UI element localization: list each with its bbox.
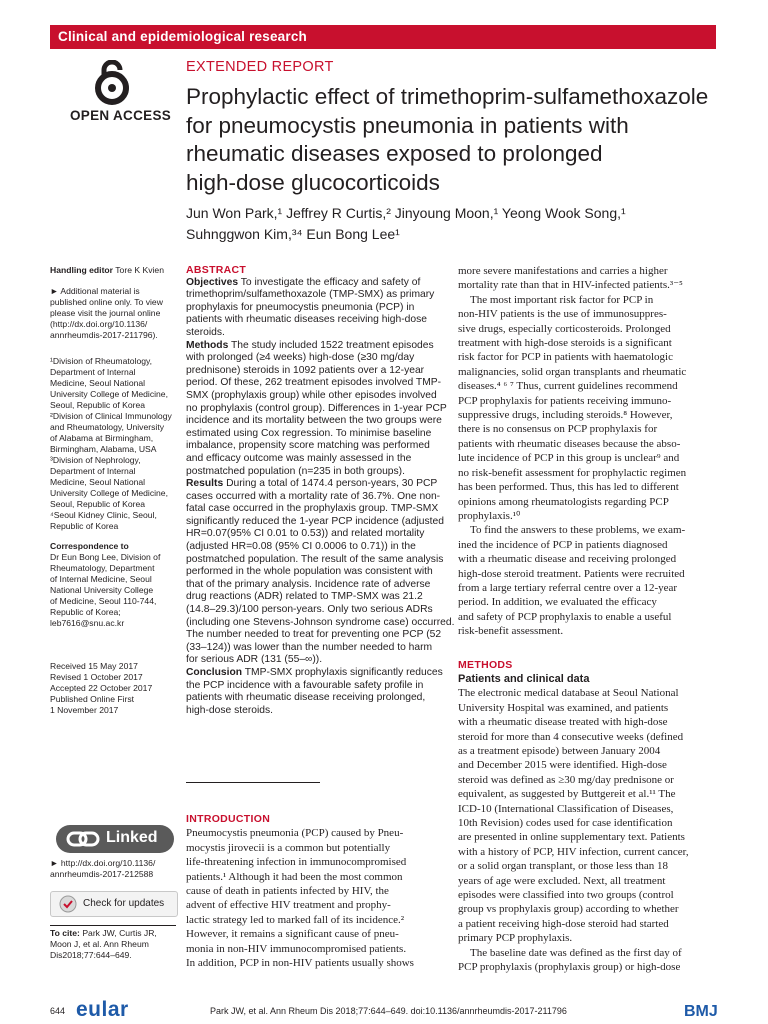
open-access-lock-icon — [86, 60, 138, 106]
author-line: Suhnggwon Kim,³⁴ Eun Bong Lee¹ — [186, 225, 400, 242]
body-line: has been performed. Thus, this has led to different — [458, 481, 679, 494]
body-line: steroid was defined as ≥30 mg/day prednisone or — [458, 773, 674, 786]
title-line: Prophylactic effect of trimethoprim-sulfamethoxazole — [186, 84, 709, 109]
to-cite-line: 2018;77:644–649. — [62, 950, 132, 960]
introduction-line: lactic strategy led to marked fall of its incidence.² — [186, 913, 405, 926]
additional-material-line: please visit the journal online — [50, 308, 161, 318]
abstract-line: Objectives To investigate the efficacy and safety of — [186, 276, 421, 288]
title-line: rheumatic diseases exposed to prolonged — [186, 141, 603, 166]
body-line: years of age were excluded. Next, all treatment — [458, 874, 666, 887]
title-line: high-dose glucocorticoids — [186, 169, 440, 195]
body-line: patients with rheumatic diseases because the abso- — [458, 437, 681, 450]
body-line: episodes were classified into two groups (control — [458, 889, 674, 902]
affiliation-line: and Rheumatology, University — [50, 422, 165, 432]
body-line: opinions among rheumatologists regarding PCP — [458, 495, 669, 508]
body-line: primary PCP prophylaxis. — [458, 932, 573, 945]
handling-editor — [50, 265, 176, 276]
body-line: there is no consensus on PCP prophylaxis for — [458, 423, 658, 436]
abstract-line: that of the primary analysis. Incidence rate of adverse — [186, 578, 431, 590]
abstract-line: and efficacy outcome was mainly assessed in the — [186, 452, 412, 464]
body-line: The electronic medical database at Seoul National — [458, 687, 679, 700]
affiliation-line: Department of Internal — [50, 466, 136, 476]
author-line: Jun Won Park,¹ Jeffrey R Curtis,² Jinyoung Moon,¹ Yeong Wook Song,¹ — [186, 205, 626, 221]
to-cite-line: Moon J, et al. Ann Rheum Dis — [50, 939, 149, 960]
page-number: 644 — [50, 1006, 66, 1016]
body-line: with a history of PCP, HIV infection, current cancer, — [458, 845, 689, 858]
affiliation-line: University College of Medicine, — [50, 488, 168, 498]
correspondence-line: Republic of Korea; — [50, 607, 121, 617]
date-line: Received 15 May 2017 — [50, 661, 138, 671]
abstract-line: postmatched population (n=235 in both groups). — [186, 465, 405, 477]
body-line: prophylaxis.¹⁰ — [458, 509, 521, 522]
abstract-line: Conclusion TMP-SMX prophylaxis significantly reduces — [186, 667, 443, 678]
body-line: are presented in online supplementary text. Patients — [458, 831, 685, 844]
crossmark-icon — [59, 895, 77, 913]
to-cite-line: Park JW, Curtis JR, — [82, 928, 157, 938]
body-line: from a large tertiary referral centre over a 12-year — [458, 581, 678, 594]
linked-doi-line: ► http://dx.doi.org/10.1136/ — [50, 858, 156, 868]
abstract-line: The number needed to treat for preventing one PCP (52 — [186, 629, 442, 641]
open-access-label: OPEN ACCESS — [70, 108, 172, 123]
introduction-heading: INTRODUCTION — [186, 813, 271, 825]
body-line: with a rheumatic disease treated with high-dose — [458, 716, 668, 729]
abstract-line: period. Of these, 262 treatment episodes involved TMP- — [186, 377, 442, 389]
abstract-heading: ABSTRACT — [186, 264, 247, 276]
abstract-line: significantly reduced the 1-year PCP incidence (adjusted — [186, 515, 444, 527]
author-list — [186, 203, 726, 244]
body-line: non-HIV patients is the use of immunosuppres- — [458, 308, 667, 321]
abstract-line: postmatched population. The result of the same analysis — [186, 553, 444, 565]
abstract-line: fatal case occurred in the prophylaxis group. TMP-SMX — [186, 503, 439, 515]
methods-subheading: Patients and clinical data — [458, 672, 590, 685]
to-cite-box — [50, 925, 176, 961]
body-line: as a treatment episode) between January 2004 — [458, 745, 661, 757]
affiliation-line: ²Division of Clinical Immunology — [50, 411, 172, 421]
abstract-line: high-dose steroids. — [186, 704, 274, 716]
body-line: diseases.⁴ ⁶ ⁷ Thus, current guidelines recommend — [458, 380, 678, 393]
abstract-line: cases occurred with a mortality rate of 36.7%. One non- — [186, 490, 441, 502]
abstract-line: Results During a total of 1474.4 person-years, 30 PCP — [186, 478, 438, 490]
linked-doi-line: annrheumdis-2017-212588 — [50, 869, 154, 879]
introduction-line: cause of death in patients infected by HIV, the — [186, 885, 389, 898]
linked-article-button[interactable] — [56, 825, 174, 853]
body-line: The most important risk factor for PCP in — [470, 293, 654, 306]
abstract-divider — [186, 782, 320, 783]
body-line: The baseline date was defined as the first day of — [470, 946, 682, 959]
affiliation-line: Seoul, Republic of Korea — [50, 400, 146, 410]
abstract-section-label: Objectives — [186, 276, 239, 288]
abstract-line: patients with rheumatic disease receiving prolonged, — [186, 692, 426, 704]
linked-label: Linked — [106, 829, 158, 846]
introduction-line: monia in non-HIV immunocompromised patients. — [186, 942, 407, 955]
eular-logo: eular — [76, 998, 129, 1021]
section-banner: Clinical and epidemiological research — [50, 25, 716, 49]
body-line: lute incidence of PCP in this group is unclear⁹ and — [458, 452, 680, 465]
affiliation-line: Medicine, Seoul National — [50, 477, 146, 487]
abstract-line: estimated using Cox regression. To minimise baseline — [186, 427, 432, 439]
introduction-line: In addition, PCP in non-HIV patients usually shows — [186, 957, 414, 970]
abstract-line: for serious ADR (131 (55–∞)). — [186, 654, 323, 666]
body-line: high-dose steroid treatment. Patients were recruited — [458, 567, 685, 580]
abstract-line: steroids. — [186, 326, 225, 338]
body-line: and December 2015 were identified. High-dose — [458, 759, 667, 772]
methods-heading: METHODS — [458, 658, 513, 671]
article-title — [186, 83, 726, 197]
introduction — [186, 812, 452, 970]
body-line: with a rheumatic disease and receiving prolonged — [458, 553, 677, 566]
additional-material-line: ► Additional material is — [50, 286, 140, 296]
affiliation-line: ³Division of Nephrology, — [50, 455, 141, 465]
date-line: Revised 1 October 2017 — [50, 672, 143, 682]
title-line: for pneumocystis pneumonia in patients with — [186, 112, 629, 138]
body-line: steroid for more than 4 consecutive weeks (defined — [458, 730, 684, 743]
chain-link-icon — [66, 831, 102, 847]
body-line: ICD-10 (International Classification of Diseases, — [458, 802, 674, 815]
body-line: University Hospital was examined, and patients — [458, 701, 669, 714]
correspondence-line: National University College — [50, 585, 154, 595]
affiliation-line: Birmingham, Alabama, USA — [50, 444, 157, 454]
affiliation-line: ¹Division of Rheumatology, — [50, 356, 153, 366]
abstract-line: performed in the whole population was consistent with — [186, 566, 433, 578]
body-line: group vs prophylaxis group) according to whether — [458, 903, 679, 916]
body-line: and safety of PCP prophylaxis to enable a useful — [458, 610, 672, 623]
abstract-line: (14.8–29.3)/100 person-years. Only two serious ADRs — [186, 604, 433, 616]
abstract-line: (including one Stevens-Johnson syndrome case) occurred. — [186, 616, 455, 628]
affiliation-line: University College of Medicine, — [50, 389, 168, 399]
body-line: sive drugs, especially corticosteroids. Prolonged — [458, 322, 671, 335]
body-line: more severe manifestations and carries a higher — [458, 265, 668, 277]
abstract-section-label: Conclusion — [186, 667, 243, 678]
correspondence — [50, 541, 176, 629]
body-line: equivalent, as suggested by Buttgereit et al.¹¹ The — [458, 788, 676, 801]
linked-doi[interactable] — [50, 858, 176, 880]
abstract-line: with prolonged (≥4 weeks) high-dose (≥30 mg/day — [186, 352, 415, 364]
introduction-line: advent of effective HIV treatment and prophy- — [186, 899, 391, 912]
body-line: 10th Revision) codes used for case identification — [458, 817, 673, 830]
abstract-line: (33–124)) was lower than the number needed to harm — [186, 641, 433, 653]
abstract-section-label: Methods — [186, 339, 229, 351]
introduction-line: However, it remains a significant cause of pneu- — [186, 928, 399, 941]
article-dates — [50, 661, 176, 716]
additional-material-line: published online only. To view — [50, 297, 163, 307]
affiliation-line: ⁴Seoul Kidney Clinic, Seoul, — [50, 510, 157, 520]
affiliation-line: Republic of Korea — [50, 521, 119, 531]
body-line: ined the incidence of PCP in patients diagnosed — [458, 538, 668, 551]
correspondence-line: leb7616@snu.ac.kr — [50, 618, 125, 628]
abstract-line: no prophylaxis (control group). Differences in 1-year PCP — [186, 402, 447, 414]
body-line: treatment with high-dose steroids is a significant — [458, 337, 672, 350]
correspondence-line: Dr Eun Bong Lee, Division of — [50, 552, 161, 562]
abstract-section-label: Results — [186, 478, 224, 490]
affiliation-line: Seoul, Republic of Korea — [50, 499, 146, 509]
body-line: or a solid organ transplant, or those less than 18 — [458, 860, 668, 873]
body-line: period. In addition, we evaluated the efficacy — [458, 596, 657, 609]
affiliation-line: Department of Internal — [50, 367, 136, 377]
body-line: To find the answers to these problems, we exam- — [470, 524, 686, 537]
abstract-line: incidence and its mortality between the two groups were — [186, 415, 442, 427]
correspondence-line: of Internal Medicine, Seoul — [50, 574, 152, 584]
body-line: risk-benefit assessment. — [458, 625, 564, 638]
body-line: no risk-benefit assessment for prophylactic regimen — [458, 466, 687, 479]
additional-material-note[interactable] — [50, 286, 176, 341]
abstract — [186, 264, 455, 717]
body-line: PCP prophylaxis (prophylaxis group) or high-dose — [458, 961, 681, 974]
abstract-line: patients with rheumatic diseases receiving high-dose — [186, 314, 427, 326]
date-line: Accepted 22 October 2017 — [50, 683, 153, 693]
handling-editor-label: Handling editor — [50, 265, 114, 275]
to-cite-label: To cite: — [50, 928, 80, 938]
abstract-line: Methods The study included 1522 treatment episodes — [186, 339, 434, 351]
abstract-line: drug reactions (ADR) related to TMP-SMX was 21.2 — [186, 591, 423, 603]
handling-editor-name: Tore K Kvien — [115, 265, 164, 275]
introduction-line: patients.¹ Although it had been the most common — [186, 870, 403, 883]
additional-material-line: (http://dx.doi.org/10.1136/ — [50, 319, 148, 329]
affiliation-line: Medicine, Seoul National — [50, 378, 146, 388]
right-column-body — [458, 264, 716, 975]
abstract-line: the PCP incidence with a favourable safety profile in — [186, 679, 424, 691]
body-line: a patient receiving high-dose steroid had started — [458, 917, 669, 930]
correspondence-line: Rheumatology, Department — [50, 563, 155, 573]
report-type: EXTENDED REPORT — [186, 59, 334, 75]
abstract-line: HR=0.07(95% CI 0.01 to 0.53)) and related mortality — [186, 528, 425, 540]
body-line: mortality rate than that in HIV-infected patients.³⁻⁵ — [458, 279, 683, 292]
check-for-updates-label: Check for updates — [83, 898, 165, 909]
abstract-line: imbalance, propensity score matching was performed — [186, 440, 430, 452]
abstract-line: trimethoprim/sulfamethoxazole (TMP-SMX) as primary — [186, 289, 435, 301]
abstract-line: SMX (prophylaxis group) while other episodes involved — [186, 389, 437, 401]
additional-material-line: annrheumdis-2017-211796). — [50, 330, 158, 340]
correspondence-label: Correspondence to — [50, 541, 129, 551]
abstract-line: prednisone) steroids in 1092 patients over a 12-year — [186, 364, 425, 376]
bmj-logo: BMJ — [684, 1003, 718, 1020]
correspondence-line: of Medicine, Seoul 110-744, — [50, 596, 157, 606]
affiliations — [50, 356, 176, 532]
introduction-line: life-threatening infection in immunocompromised — [186, 856, 407, 869]
introduction-line: mocystis jirovecii is a common but potentially — [186, 841, 391, 854]
body-line: PCP prophylaxis for patients receiving immuno- — [458, 394, 672, 407]
date-line: Published Online First — [50, 694, 135, 704]
body-line: suppressive drugs, including steroids.⁸ However, — [458, 409, 673, 422]
footer-citation: Park JW, et al. Ann Rheum Dis 2018;77:644–649. doi:10.1136/annrheumdis-2017-211796 — [210, 1006, 567, 1016]
check-for-updates-button[interactable] — [50, 891, 178, 917]
abstract-line: (adjusted HR=0.08 (95% CI 0.0006 to 0.71)) in the — [186, 541, 416, 553]
abstract-line: prophylaxis for pneumocystis pneumonia (PCP) in — [186, 301, 415, 313]
affiliation-line: of Alabama at Birmingham, — [50, 433, 154, 443]
body-line: malignancies, solid organ transplants and rheumatic — [458, 365, 687, 378]
introduction-line: Pneumocystis pneumonia (PCP) caused by Pneu- — [186, 827, 404, 840]
date-line: 1 November 2017 — [50, 705, 119, 715]
page-footer — [0, 1000, 768, 1024]
body-line: risk factor for PCP in patients with haematologic — [458, 351, 673, 364]
